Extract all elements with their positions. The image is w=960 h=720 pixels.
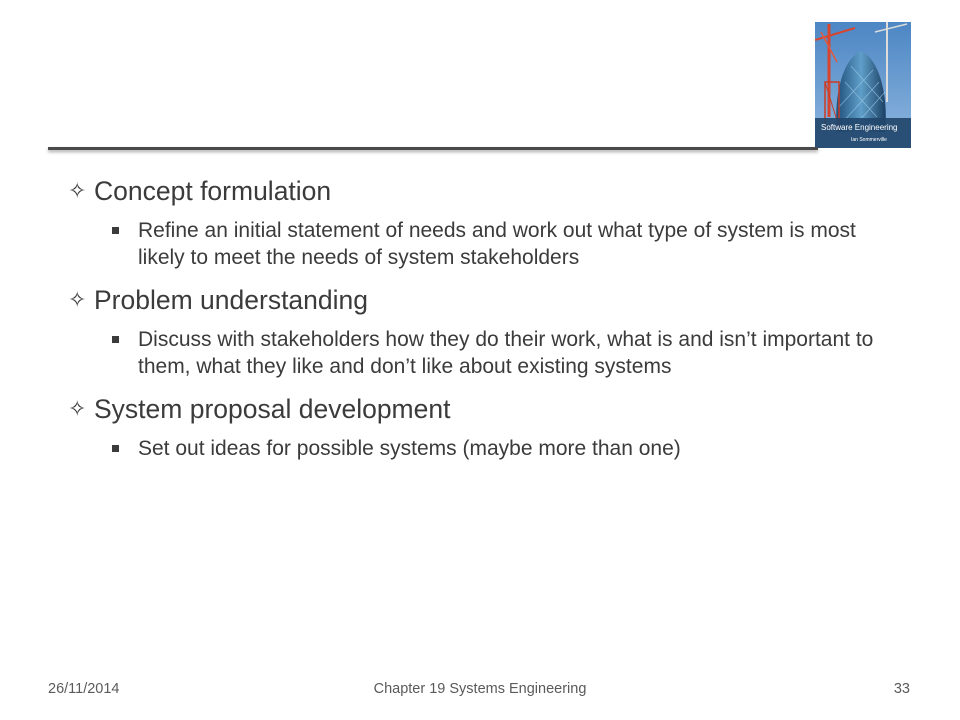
square-bullet-icon [112,445,119,452]
bullet-level2 [68,435,898,462]
bullet-level2 [68,217,898,271]
four-point-star-bullet-icon: ✧ [68,396,87,421]
square-bullet-icon [112,227,119,234]
svg-text:Ian Sommerville: Ian Sommerville [851,137,887,143]
title-divider-line [48,147,818,150]
bullet-heading: Concept formulation [94,176,332,206]
bullet-heading: System proposal development [94,394,451,424]
bullet-list [68,174,898,474]
bullet-heading: Problem understanding [94,285,369,315]
bullet-text: Discuss with stakeholders how they do their work, what is and isn’t important to them, what they like and don’t like about existing systems [138,328,874,378]
footer-date: 26/11/2014 [48,681,120,697]
slide-number: 33 [893,681,910,697]
four-point-star-bullet-icon: ✧ [68,287,87,312]
bullet-level1 [68,392,898,426]
footer-title: Chapter 19 Systems Engineering [373,681,587,697]
book-cover-image [815,22,911,148]
bullet-level2 [68,326,898,380]
bullet-level1 [68,174,898,208]
bullet-text: Refine an initial statement of needs and work out what type of system is most likely to meet the needs of system stakeholders [138,219,856,269]
square-bullet-icon [112,336,119,343]
svg-text:Software Engineering: Software Engineering [821,123,898,132]
four-point-star-bullet-icon: ✧ [68,178,87,203]
bullet-text: Set out ideas for possible systems (maybe more than one) [138,437,681,460]
bullet-level1 [68,283,898,317]
